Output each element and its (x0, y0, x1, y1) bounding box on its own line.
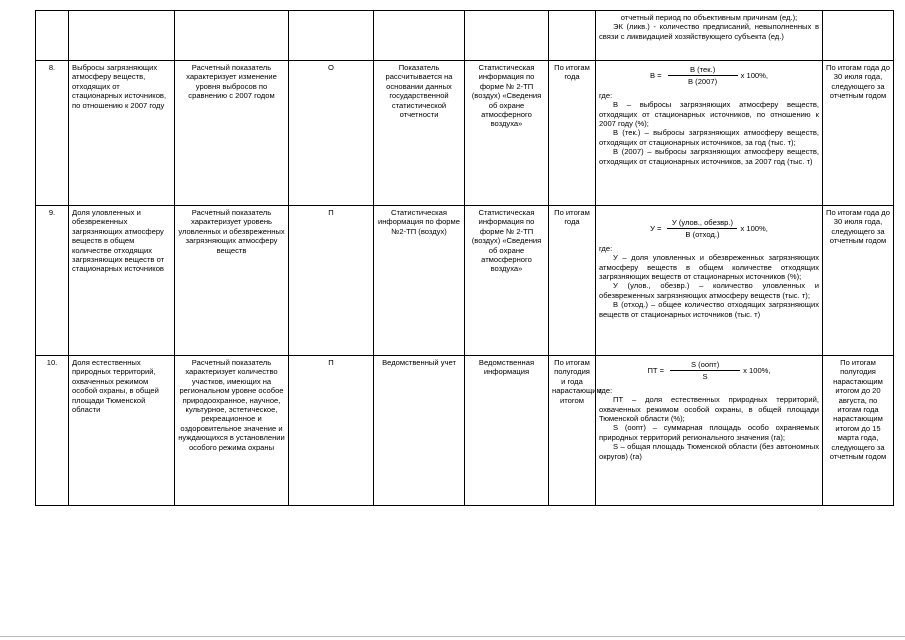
indicator-name: Выбросы загрязняющих атмосферу веществ, отходящих от стационарных источников, по отношению к 2007 году (69, 61, 175, 206)
table-row (36, 206, 894, 356)
calculation-method: Показатель рассчитывается на основании данных государственной статистической отчетности (374, 61, 465, 206)
indicator-type: П (289, 206, 374, 356)
cell-empty (289, 11, 374, 61)
formula-cell (596, 206, 823, 356)
data-source: Статистическая информация по форме № 2-ТП (воздух) «Сведения об охране атмосферного воздуха» (465, 206, 549, 356)
reporting-deadline: По итогам полугодия нарастающим итогом до 20 августа, по итогам года нарастающим итогом до 15 марта года, следующего за отчетным годом (823, 356, 894, 506)
formula-numerator: У (улов., обезвр.) (671, 218, 734, 227)
row-number: 8. (36, 61, 69, 206)
cell-empty (69, 11, 175, 61)
formula-where: где: (599, 385, 613, 395)
calculation-method: Ведомственный учет (374, 356, 465, 506)
formula-denominator: В (2007) (688, 77, 718, 87)
formula-definition: S – общая площадь Тюменской области (без автономных округов) (га) (599, 442, 819, 461)
formula-definition: В (отход.) – общее количество отходящих загрязняющих веществ от стационарных источников (тыс. т) (599, 300, 819, 319)
indicator-description: Расчетный показатель характеризует изменение уровня выбросов по сравнению с 2007 годом (175, 61, 289, 206)
formula-rhs: х 100%, (740, 71, 769, 81)
cell-empty (175, 11, 289, 61)
indicator-name: Доля уловленных и обезвреженных загрязняющих атмосферу веществ в общем количестве отходящих загрязняющих веществ от стационарных источников (69, 206, 175, 356)
continuation-line-2: ЭК (ликв.) - количество предписаний, невыполненных в связи с ликвидацией хозяйствующего субъекта (ед.) (599, 22, 819, 41)
indicator-type: П (289, 356, 374, 506)
formula-lhs: ПТ = (647, 366, 665, 376)
formula-definition: S (оопт) – суммарная площадь особо охраняемых природных территорий регионального значения (га); (599, 423, 819, 442)
formula-denominator: В (отход.) (685, 230, 720, 240)
indicator-type: О (289, 61, 374, 206)
formula-where: где: (599, 90, 613, 100)
table-row (36, 356, 894, 506)
document-table-page (35, 10, 893, 518)
indicator-name: Доля естественных природных территорий, охваченных режимом особой охраны, в общей площади Тюменской области (69, 356, 175, 506)
row-number: 9. (36, 206, 69, 356)
indicator-description: Расчетный показатель характеризует уровень уловленных и обезвреженных загрязняющих атмосферу веществ (175, 206, 289, 356)
formula-cell (596, 61, 823, 206)
formula (599, 360, 819, 382)
cell-empty (823, 11, 894, 61)
formula-lhs: У = (650, 224, 662, 234)
indicators-table (35, 10, 894, 506)
formula-definition: У – доля уловленных и обезвреженных загрязняющих атмосферу веществ в общем количестве отходящих загрязняющих веществ от стационарных источников (%); (599, 253, 819, 282)
continuation-line-1: отчетный период по объективным причинам (ед.); (620, 13, 798, 22)
cell-empty (465, 11, 549, 61)
table-row (36, 61, 894, 206)
formula (599, 218, 819, 240)
data-source: Статистическая информация по форме № 2-ТП (воздух) «Сведения об охране атмосферного воздуха» (465, 61, 549, 206)
formula-numerator: S (оопт) (690, 360, 720, 369)
formula-rhs: х 100%, (740, 224, 768, 234)
formula-definition: В (тек.) – выбросы загрязняющих атмосферу веществ, отходящих от стационарных источников, за год (тыс. т); (599, 128, 819, 147)
indicator-description: Расчетный показатель характеризует количество участков, имеющих на региональном уровне особое природоохранное, научное, культурное, эстетическое, рекреационное и оздоровительное значение и нуждающихся в установлении особого режима охраны (175, 356, 289, 506)
formula (599, 65, 819, 87)
cell-empty (549, 11, 596, 61)
cell-empty (36, 11, 69, 61)
reporting-deadline: По итогам года до 30 июля года, следующего за отчетным годом (823, 61, 894, 206)
formula-where: где: (599, 243, 613, 253)
table-row-continuation (36, 11, 894, 61)
reporting-deadline: По итогам года до 30 июля года, следующего за отчетным годом (823, 206, 894, 356)
formula-lhs: В = (649, 71, 662, 81)
cell-empty (374, 11, 465, 61)
periodicity: По итогам года (549, 206, 596, 356)
formula-definition: ПТ – доля естественных природных территорий, охваченных режимом особой охраны, в общей площади Тюменской области (%); (599, 395, 819, 424)
calculation-method: Статистическая информация по форме №2-ТП (воздух) (374, 206, 465, 356)
formula-definition: В (2007) – выбросы загрязняющих атмосферу веществ, отходящих от стационарных источников, за 2007 год (тыс. т) (599, 147, 819, 166)
periodicity: По итогам года (549, 61, 596, 206)
formula-denominator: S (702, 372, 708, 382)
formula-cell (596, 356, 823, 506)
formula-continuation-cell (596, 11, 823, 61)
scan-edge-line (0, 636, 905, 637)
formula-numerator: В (тек.) (689, 65, 716, 74)
formula-definition: У (улов., обезвр.) – количество уловленных и обезвреженных загрязняющих атмосферу веществ (тыс. т); (599, 281, 819, 300)
formula-definition: В – выбросы загрязняющих атмосферу веществ, отходящих от стационарных источников, по отношению к 2007 году (%); (599, 100, 819, 129)
formula-rhs: х 100%, (743, 366, 771, 376)
periodicity: По итогам полугодия и года нарастающим итогом (549, 356, 596, 506)
row-number: 10. (36, 356, 69, 506)
data-source: Ведомственная информация (465, 356, 549, 506)
